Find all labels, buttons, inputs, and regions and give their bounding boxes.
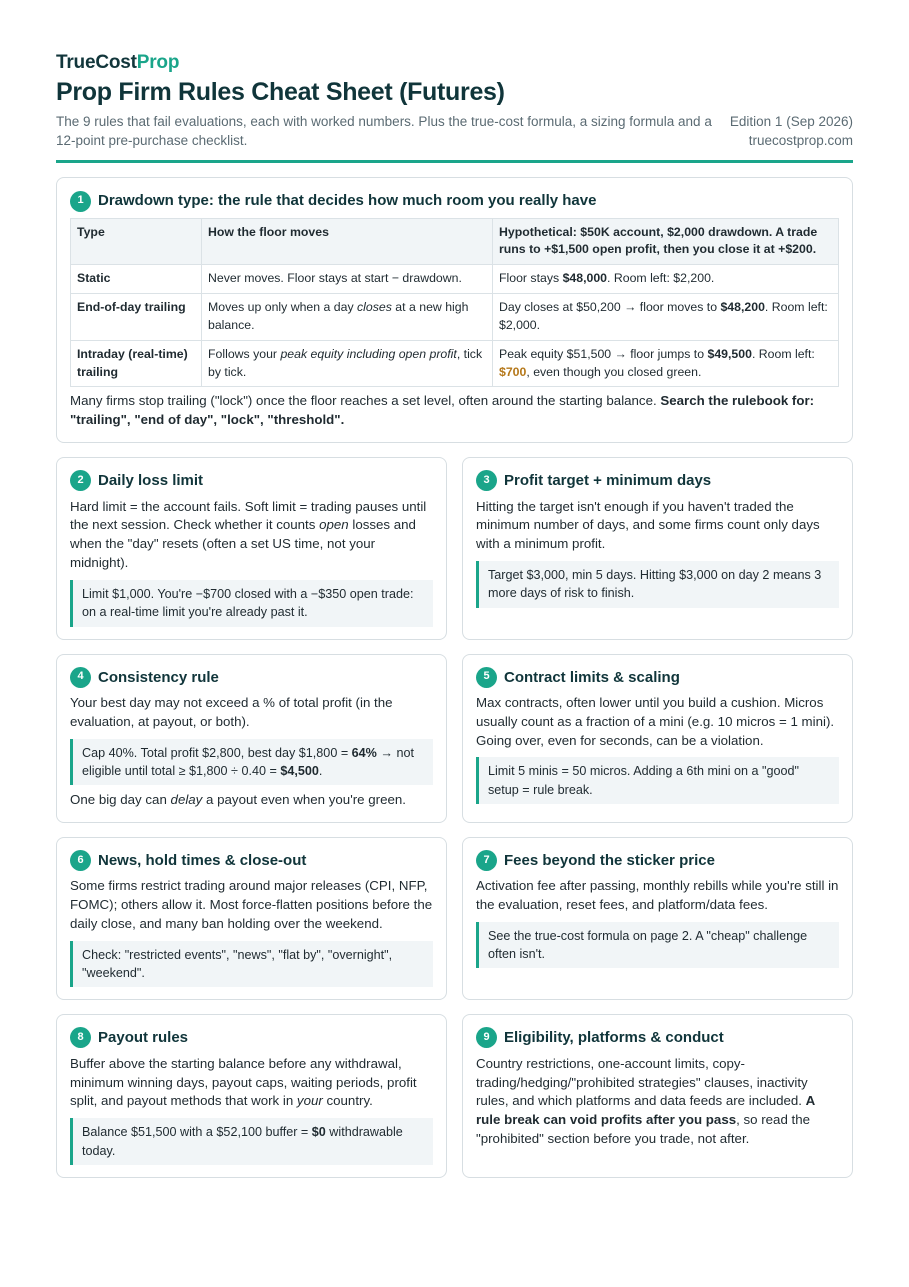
card-title: Contract limits & scaling <box>504 668 680 686</box>
rule-number-badge: 5 <box>476 667 497 688</box>
drawdown-table <box>70 218 839 388</box>
card-body: Activation fee after passing, monthly rebills while you're still in the evaluation, reset fees, and platform/data fees. <box>476 878 839 913</box>
brand-accent: Prop <box>136 52 180 73</box>
card-footer-text: Many firms stop trailing ("lock") once the floor reaches a set level, often around the starting balance. Search the rulebook for: "trailing", "end of day", "lock", "threshold". <box>70 393 815 428</box>
row-moves: Follows your peak equity including open profit, tick by tick. <box>202 340 493 387</box>
card-header <box>476 1027 839 1048</box>
example-note: Limit $1,000. You're −$700 closed with a −$350 open trade: on a real-time limit you're already past it. <box>70 580 433 627</box>
page-subtitle: The 9 rules that fail evaluations, each with worked numbers. Plus the true-cost formula, a sizing formula and a 12-point pre-purchase checklist. <box>56 114 712 149</box>
table-header-row <box>71 218 839 265</box>
header-type: Type <box>71 218 202 265</box>
edition-label: Edition 1 (Sep 2026) <box>729 114 853 130</box>
highlight-value: $700 <box>499 364 527 379</box>
card-header <box>476 470 839 491</box>
rule-card-news-hold-times <box>56 837 447 1000</box>
rule-card-contract-limits <box>462 654 853 823</box>
card-body: Hitting the target isn't enough if you haven't traded the minimum number of days, and some firms count only days with a minimum profit. <box>476 498 820 552</box>
card-header <box>70 850 433 871</box>
rule-card-drawdown <box>56 177 853 443</box>
example-note: See the true-cost formula on page 2. A "cheap" challenge often isn't. <box>476 922 839 969</box>
card-body: Country restrictions, one-account limits, copy-trading/hedging/"prohibited strategies" clauses, inactivity rules, and which platforms and data feeds are included. A rule break can void profits after you pass, so read the "prohibited" section before you trade, not after. <box>476 1055 815 1147</box>
example-note: Check: "restricted events", "news", "flat by", "overnight", "weekend". <box>70 941 433 988</box>
site-url: truecostprop.com <box>748 133 853 149</box>
rule-card-consistency <box>56 654 447 823</box>
card-after-note: One big day can delay a payout even when you're green. <box>70 792 406 808</box>
card-body: Your best day may not exceed a % of total profit (in the evaluation, at payout, or both). <box>70 694 393 729</box>
rule-number-badge: 7 <box>476 850 497 871</box>
rule-number-badge: 6 <box>70 850 91 871</box>
row-moves: Never moves. Floor stays at start − drawdown. <box>202 265 493 294</box>
row-moves: Moves up only when a day closes at a new high balance. <box>202 294 493 341</box>
card-body: Buffer above the starting balance before any withdrawal, minimum winning days, payout caps, waiting periods, profit split, and payout methods that work in your country. <box>70 1055 417 1109</box>
card-body: Some firms restrict trading around major releases (CPI, NFP, FOMC); others allow it. Most force-flatten positions before the daily close, and many ban holding over the weekend. <box>70 878 433 931</box>
example-note: Target $3,000, min 5 days. Hitting $3,000 on day 2 means 3 more days of risk to finish. <box>476 561 839 608</box>
card-header <box>476 667 839 688</box>
header-divider <box>56 160 853 163</box>
rule-card-daily-loss <box>56 457 447 639</box>
rule-card-payout <box>56 1014 447 1177</box>
row-example: Day closes at $50,200 → floor moves to $48,200. Room left: $2,000. <box>493 294 839 341</box>
rule-number-badge: 1 <box>70 191 91 212</box>
card-title: Fees beyond the sticker price <box>504 851 715 869</box>
card-title: Profit target + minimum days <box>504 472 712 490</box>
rule-number-badge: 2 <box>70 470 91 491</box>
rule-card-profit-target <box>462 457 853 639</box>
header-example: Hypothetical: $50K account, $2,000 drawdown. A trade runs to +$1,500 open profit, then you close it at +$200. <box>493 218 839 265</box>
table-row <box>71 265 839 294</box>
rule-number-badge: 9 <box>476 1027 497 1048</box>
row-type: Static <box>71 265 202 294</box>
table-row <box>71 294 839 341</box>
table-row <box>71 340 839 387</box>
card-title: News, hold times & close-out <box>98 851 307 869</box>
card-title: Consistency rule <box>98 668 219 686</box>
row-type: End-of-day trailing <box>71 294 202 341</box>
card-header <box>70 1027 433 1048</box>
rule-number-badge: 3 <box>476 470 497 491</box>
brand-logo <box>56 52 853 75</box>
page-title: Prop Firm Rules Cheat Sheet (Futures) <box>56 77 505 106</box>
card-title: Eligibility, platforms & conduct <box>504 1029 724 1047</box>
card-header <box>70 667 433 688</box>
card-title: Payout rules <box>98 1029 189 1047</box>
example-note: Balance $51,500 with a $52,100 buffer = $0 withdrawable today. <box>70 1118 433 1165</box>
card-title: Drawdown type: the rule that decides how much room you really have <box>98 192 597 210</box>
rule-number-badge: 8 <box>70 1027 91 1048</box>
brand-main: TrueCost <box>56 52 137 73</box>
example-note: Limit 5 minis = 50 micros. Adding a 6th mini on a "good" setup = rule break. <box>476 757 839 804</box>
card-body: Max contracts, often lower until you build a cushion. Micros usually count as a fraction of a mini (e.g. 10 micros = 1 mini). Going over, even for seconds, can be a violation. <box>476 694 835 748</box>
card-header <box>476 850 839 871</box>
rule-card-fees <box>462 837 853 1000</box>
edition-info <box>730 112 853 150</box>
header-row <box>56 112 853 150</box>
row-example: Floor stays $48,000. Room left: $2,200. <box>493 265 839 294</box>
rule-card-eligibility <box>462 1014 853 1177</box>
card-header <box>70 190 839 211</box>
row-example: Peak equity $51,500 → floor jumps to $49,500. Room left: $700, even though you closed green. <box>493 340 839 387</box>
card-title: Daily loss limit <box>98 472 204 490</box>
row-type: Intraday (real-time) trailing <box>71 340 202 387</box>
card-header <box>70 470 433 491</box>
card-body: Hard limit = the account fails. Soft limit = trading pauses until the next session. Check whether it counts open losses and when the "day" resets (often a set US time, not your midnight). <box>70 498 427 571</box>
rules-grid <box>56 457 853 1192</box>
header-moves: How the floor moves <box>202 218 493 265</box>
rule-number-badge: 4 <box>70 667 91 688</box>
example-note: Cap 40%. Total profit $2,800, best day $1,800 = 64% → not eligible until total ≥ $1,800 ÷ 0.40 = $4,500. <box>70 739 433 786</box>
